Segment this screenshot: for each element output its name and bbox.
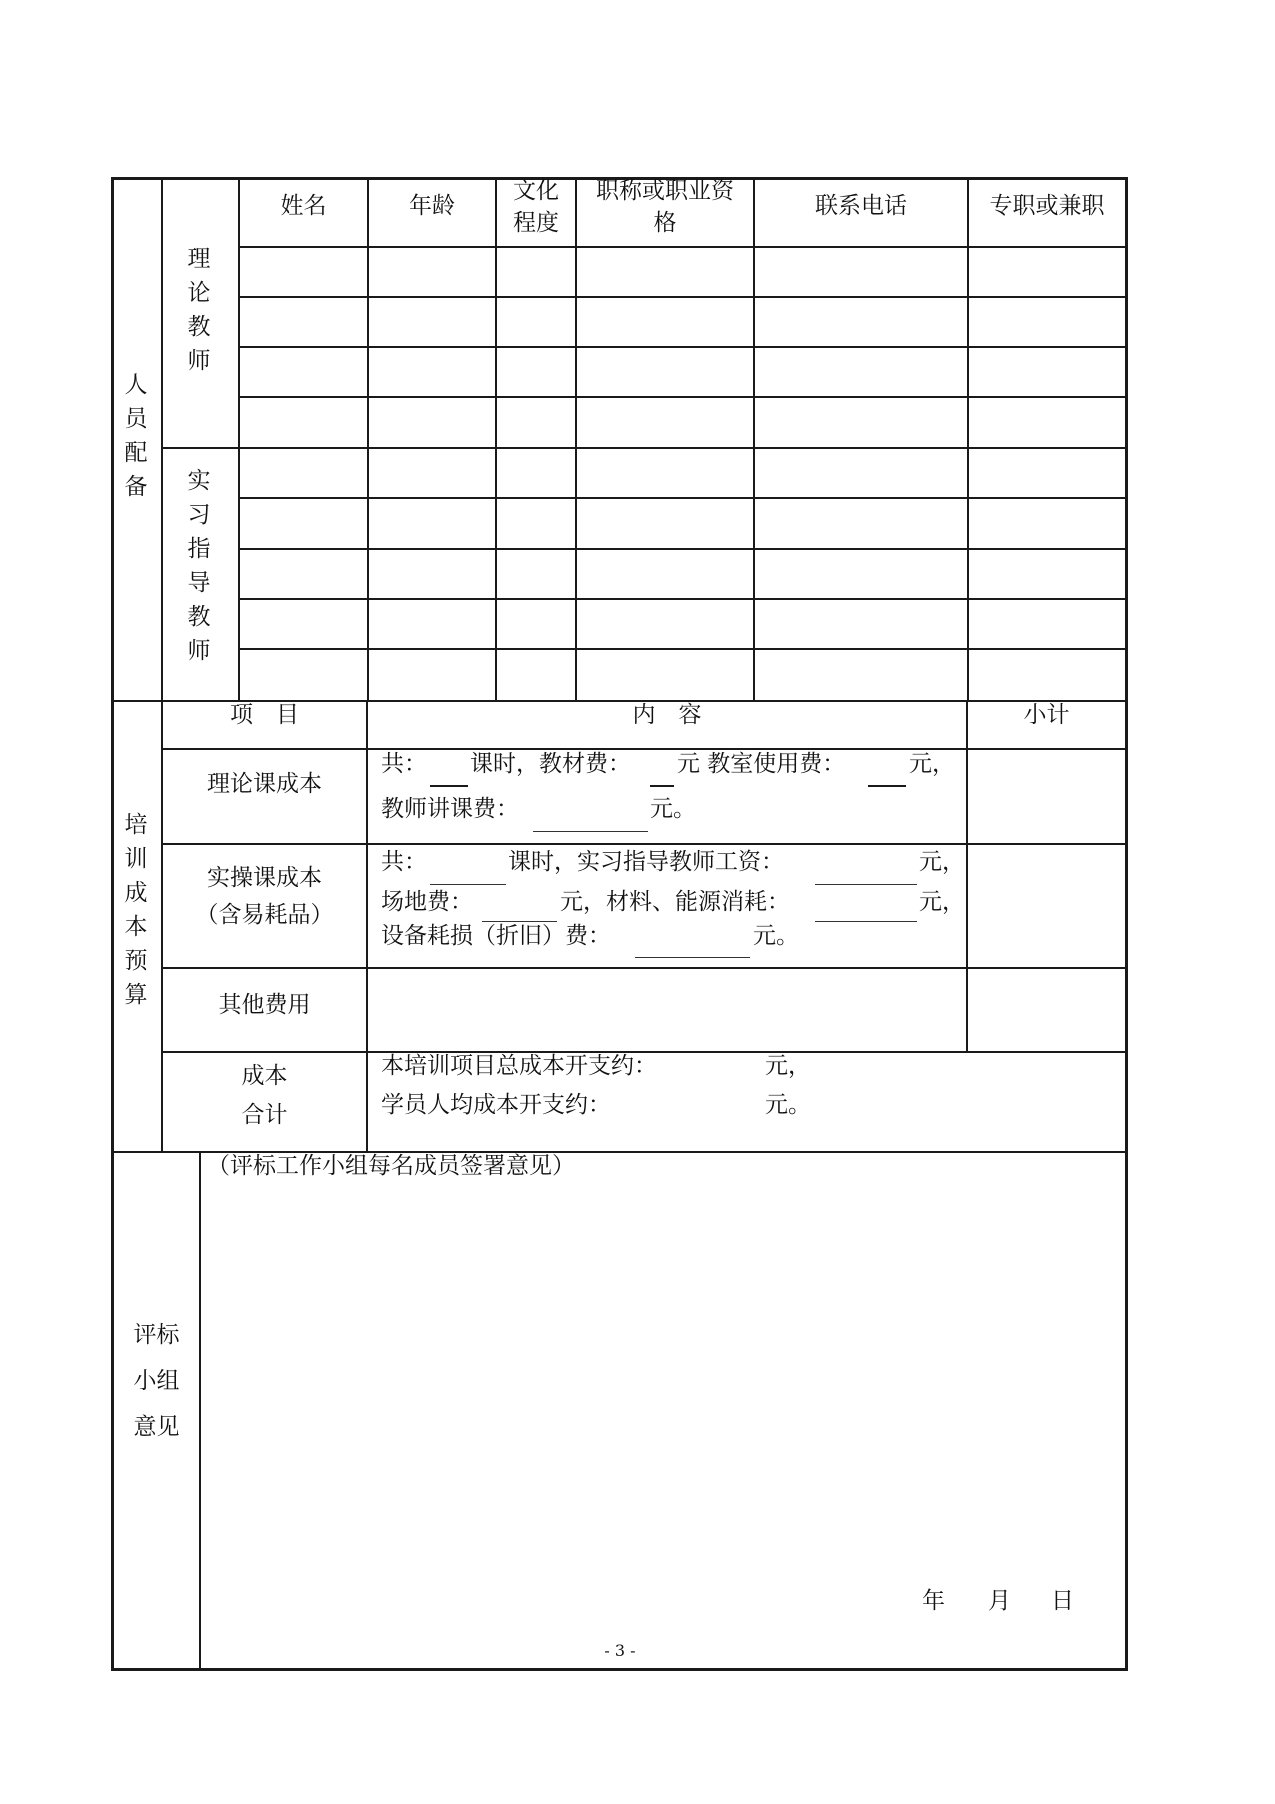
budget-header-content: 内 容 bbox=[632, 702, 702, 728]
practice-line1-c: 元， bbox=[919, 849, 965, 875]
header-title-1: 职称或职业资 bbox=[596, 178, 734, 204]
total-line2-b: 元。 bbox=[765, 1092, 811, 1118]
practice-cost-label-1: 实操课成本 bbox=[207, 865, 322, 891]
practice-line2-c: 元， bbox=[919, 889, 965, 915]
lecture-fee-blank bbox=[533, 831, 648, 832]
header-education-1: 文化 bbox=[513, 178, 559, 204]
border-bottom bbox=[111, 1668, 1128, 1671]
class-hours-blank bbox=[430, 785, 468, 787]
textbook-fee-blank bbox=[650, 785, 674, 787]
row-line-group bbox=[161, 447, 1126, 449]
materials-energy-blank bbox=[815, 921, 917, 922]
budget-row-line bbox=[161, 967, 1126, 969]
review-label-1: 评标 bbox=[133, 1322, 180, 1348]
row-line bbox=[238, 648, 1126, 650]
budget-header-item: 项 目 bbox=[230, 702, 299, 728]
col-phone-line bbox=[753, 177, 755, 701]
col-fulltime-line bbox=[967, 177, 969, 701]
date-month: 月 bbox=[988, 1588, 1011, 1614]
review-label-2: 小组 bbox=[133, 1368, 180, 1394]
budget-header-subtotal: 小计 bbox=[1023, 702, 1070, 728]
budget-col-subtotal-line bbox=[966, 700, 968, 1052]
review-col-line bbox=[199, 1151, 201, 1669]
page-number: - 3 - bbox=[604, 1641, 636, 1660]
row-line bbox=[238, 497, 1126, 499]
total-line1-a: 本培训项目总成本开支约： bbox=[381, 1053, 657, 1079]
date-day: 日 bbox=[1051, 1588, 1074, 1614]
theory-line2-a: 教师讲课费： bbox=[381, 796, 519, 822]
classroom-fee-blank bbox=[868, 785, 906, 787]
header-education-2: 程度 bbox=[513, 210, 559, 236]
total-label-1: 成本 bbox=[241, 1063, 288, 1089]
col-edu-line bbox=[495, 177, 497, 701]
review-label-3: 意见 bbox=[133, 1414, 180, 1440]
budget-section-label: 培 训 成 本 预 算 bbox=[124, 812, 148, 1008]
budget-row-line bbox=[161, 843, 1126, 845]
practice-line3-b: 元。 bbox=[753, 923, 799, 949]
practice-line3-a: 设备耗损（折旧）费： bbox=[381, 923, 611, 949]
border-right bbox=[1125, 177, 1128, 1671]
border-left bbox=[111, 177, 114, 1671]
header-age: 年龄 bbox=[409, 193, 455, 219]
col-group-line bbox=[238, 177, 240, 701]
budget-row-line bbox=[161, 748, 1126, 750]
header-name: 姓名 bbox=[280, 193, 327, 219]
date-year: 年 bbox=[922, 1588, 945, 1614]
row-line bbox=[238, 246, 1126, 248]
practice-line2-b: 元，材料、能源消耗： bbox=[560, 889, 790, 915]
practice-line2-a: 场地费： bbox=[381, 889, 473, 915]
col-title-line bbox=[575, 177, 577, 701]
theory-line1-a: 共： bbox=[381, 751, 427, 777]
theory-cost-label: 理论课成本 bbox=[207, 771, 322, 797]
row-line bbox=[238, 598, 1126, 600]
theory-teacher-label: 理 论 教 师 bbox=[187, 246, 211, 374]
depreciation-fee-blank bbox=[635, 957, 750, 958]
total-line2-a: 学员人均成本开支约： bbox=[381, 1092, 611, 1118]
row-line bbox=[238, 548, 1126, 550]
practice-hours-blank bbox=[430, 884, 506, 885]
header-fulltime: 专职或兼职 bbox=[989, 193, 1105, 219]
practice-line1-a: 共： bbox=[381, 849, 427, 875]
header-phone: 联系电话 bbox=[815, 193, 907, 219]
practice-teacher-label: 实 习 指 导 教 师 bbox=[187, 468, 211, 664]
col-age-line bbox=[367, 177, 369, 701]
total-line1-b: 元， bbox=[765, 1053, 811, 1079]
budget-col-content-line bbox=[366, 700, 368, 1152]
theory-line1-d: 元， bbox=[909, 751, 955, 777]
review-note: （评标工作小组每名成员签署意见） bbox=[207, 1153, 575, 1179]
row-line bbox=[238, 296, 1126, 298]
total-label-2: 合计 bbox=[241, 1102, 288, 1128]
theory-line1-c: 元 教室使用费： bbox=[677, 751, 846, 777]
staffing-section-label: 人 员 配 备 bbox=[124, 372, 148, 500]
other-fees-label: 其他费用 bbox=[218, 992, 311, 1018]
row-line bbox=[238, 346, 1126, 348]
header-title-2: 格 bbox=[653, 210, 677, 236]
row-line bbox=[238, 396, 1126, 398]
practice-cost-label-2: （含易耗品） bbox=[195, 902, 334, 928]
theory-line1-b: 课时，教材费： bbox=[470, 751, 631, 777]
theory-line2-b: 元。 bbox=[650, 796, 696, 822]
instructor-wage-blank bbox=[815, 884, 917, 885]
practice-line1-b: 课时，实习指导教师工资： bbox=[508, 849, 784, 875]
